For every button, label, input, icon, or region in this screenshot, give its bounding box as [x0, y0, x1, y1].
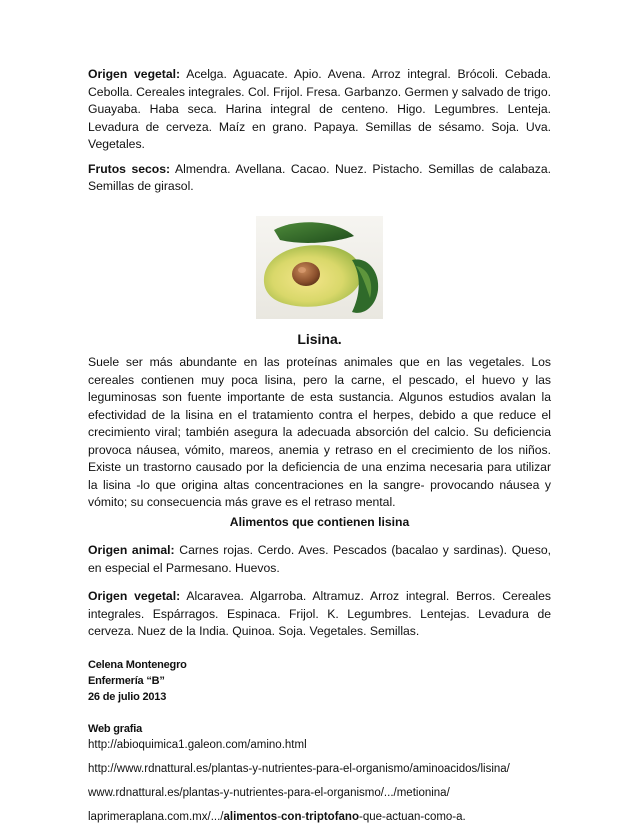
reference-link-4-mid2: - — [301, 810, 306, 823]
vegetal-origin-paragraph — [88, 66, 551, 154]
nuts-text: Almendra. Avellana. Cacao. Nuez. Pistacho. Semillas de calabaza. Semillas de girasol. — [88, 161, 552, 193]
vegetal-origin-text: Acelga. Aguacate. Apio. Avena. Arroz integral. Brócoli. Cebada. Cebolla. Cereales integrales. Col. Frijol. Fresa. Garbanzo. Germen y salvado de trigo. Guayaba. Haba seca. Harina integral de centeno. Higo. Legumbres. Lenteja. Levadura de cerveza. Maíz en grano. Papaya. Semillas de sésamo. Soja. Uva. Vegetales. — [88, 67, 551, 151]
avocado-image — [256, 216, 383, 319]
reference-link-4-post: -que-actuan-como-a. — [358, 810, 466, 823]
reference-link-1[interactable]: http://abioquimica1.galeon.com/amino.html — [88, 738, 307, 751]
reference-link-4-pre: laprimeraplana.com.mx/.../ — [88, 810, 224, 823]
reference-link-2[interactable]: http://www.rdnattural.es/plantas-y-nutrientes-para-el-organismo/aminoacidos/lisina/ — [88, 762, 510, 775]
nuts-paragraph — [88, 161, 551, 196]
reference-link-3[interactable]: www.rdnattural.es/plantas-y-nutrientes-para-el-organismo/.../metionina/ — [88, 786, 450, 799]
nuts-label: Frutos secos: — [88, 161, 171, 176]
avocado-photo-icon — [256, 216, 383, 319]
author-name: Celena Montenegro — [88, 658, 187, 671]
lisina-body: Suele ser más abundante en las proteínas animales que en las vegetales. Los cereales contienen muy poca lisina, pero la carne, el pescado, el huevo y las leguminosas son fuente importante de esta sustancia. Algunos estudios avalan la efectividad de la lisina en el tratamiento contra el herpes, debido a que reduce el crecimiento viral; también asegura la adecuada absorción del calcio. Su deficiencia provoca náusea, vómito, mareos, anemia y retraso en el crecimiento de los niños. Existe un trastorno causado por la deficiencia de una enzima necesaria para utilizar la lisina -lo que origina altas concentraciones en la sangre- provocando náusea y vómito; su consecuencia más grave es el retraso mental. — [88, 355, 551, 509]
lisina-title: Lisina. — [297, 330, 342, 347]
reference-link-4-b2: con — [281, 810, 302, 823]
animal-origin-paragraph — [88, 542, 551, 577]
lisina-foods-subtitle: Alimentos que contienen lisina — [229, 514, 410, 529]
author-date: 26 de julio 2013 — [88, 690, 167, 703]
lisina-vegetal-text: Alcaravea. Algarroba. Altramuz. Arroz integral. Berros. Cereales integrales. Espárragos. Espinaca. Frijol. K. Legumbres. Lentejas. Levadura de cerveza. Nuez de la India. Quinoa. Soja. Vegetales. Semillas. — [88, 589, 551, 638]
document-page — [88, 66, 551, 825]
reference-link-4-b1: alimentos — [223, 810, 278, 823]
reference-link-4[interactable] — [88, 809, 551, 825]
reference-link-4-mid1: - — [277, 810, 282, 823]
lisina-vegetal-label: Origen vegetal: — [88, 589, 181, 603]
lisina-vegetal-paragraph — [88, 588, 551, 641]
animal-origin-text: Carnes rojas. Cerdo. Aves. Pescados (bacalao y sardinas). Queso, en especial el Parmesano. Huevos. — [88, 543, 551, 575]
author-course: Enfermería “B” — [88, 674, 165, 687]
vegetal-origin-label: Origen vegetal: — [88, 67, 181, 81]
animal-origin-label: Origen animal: — [88, 543, 175, 557]
references-heading: Web grafia — [88, 722, 143, 735]
reference-link-4-b3: triptofano — [305, 810, 359, 823]
